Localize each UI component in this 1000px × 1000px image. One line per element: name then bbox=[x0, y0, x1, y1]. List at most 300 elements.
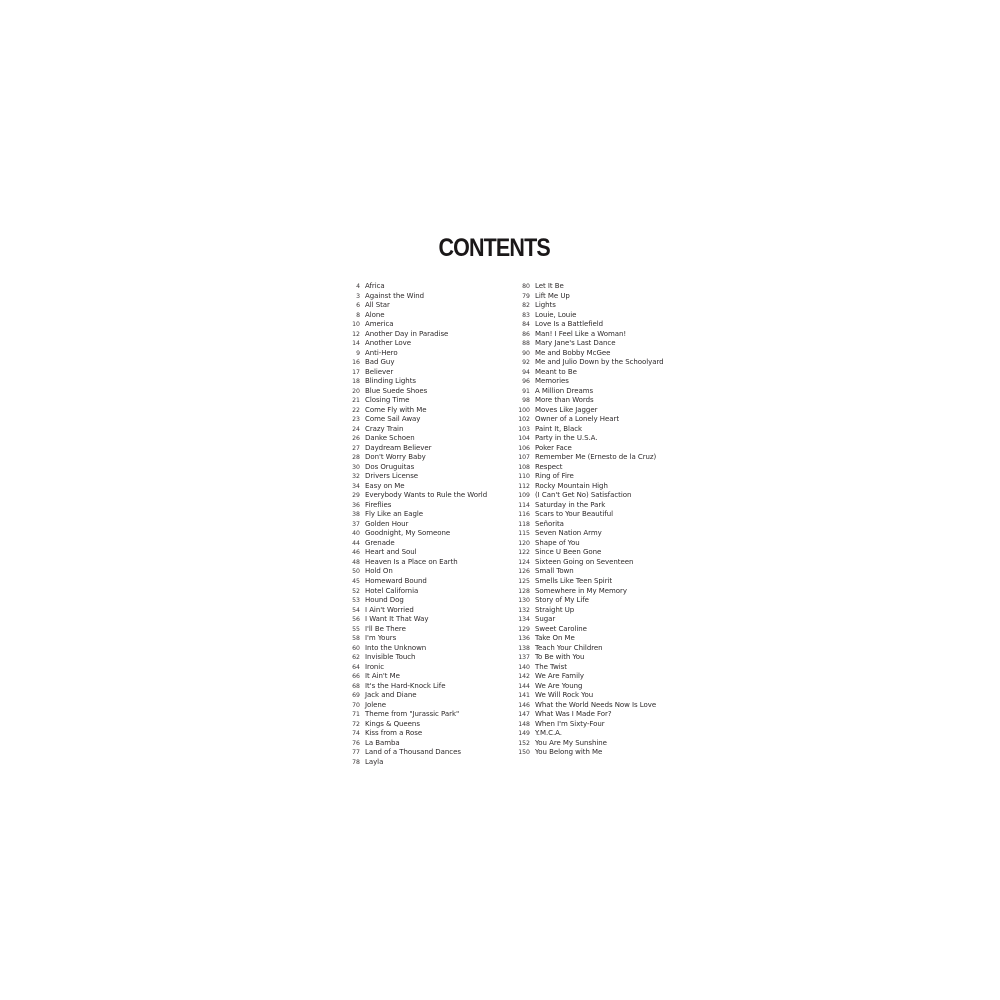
song-title: Theme from "Jurassic Park" bbox=[365, 710, 460, 719]
page-number: 148 bbox=[518, 720, 530, 728]
song-title: We Will Rock You bbox=[535, 691, 594, 700]
contents-entry bbox=[340, 368, 505, 378]
page-number: 38 bbox=[352, 511, 360, 519]
contents-entry bbox=[340, 482, 505, 492]
contents-entry bbox=[510, 320, 670, 330]
contents-entry bbox=[510, 520, 670, 530]
page-number: 70 bbox=[352, 701, 360, 709]
page-number: 88 bbox=[522, 340, 530, 348]
song-title: Scars to Your Beautiful bbox=[535, 510, 613, 519]
song-title: I Want It That Way bbox=[365, 615, 429, 624]
page-number: 92 bbox=[522, 359, 530, 367]
song-title: Me and Bobby McGee bbox=[535, 348, 611, 357]
page-number: 80 bbox=[522, 283, 530, 290]
song-title: Lights bbox=[535, 301, 556, 310]
contents-entry bbox=[340, 758, 505, 768]
contents-entry bbox=[510, 377, 670, 387]
page-number: 125 bbox=[518, 577, 530, 585]
page-number: 6 bbox=[356, 302, 360, 310]
contents-entry bbox=[510, 491, 670, 501]
song-title: Sweet Caroline bbox=[535, 624, 587, 633]
song-title: Sugar bbox=[535, 615, 556, 624]
contents-entry bbox=[510, 729, 670, 739]
song-title: Kiss from a Rose bbox=[365, 729, 423, 738]
song-title: America bbox=[365, 320, 394, 329]
page-number: 60 bbox=[352, 644, 360, 652]
contents-entry bbox=[340, 558, 505, 568]
page-number: 110 bbox=[518, 473, 530, 481]
contents-entry bbox=[510, 301, 670, 311]
contents-entry bbox=[340, 453, 505, 463]
contents-entry bbox=[340, 330, 505, 340]
song-title: Anti-Hero bbox=[365, 348, 398, 357]
page-number: 29 bbox=[352, 492, 360, 500]
contents-entry bbox=[510, 539, 670, 549]
contents-entry bbox=[340, 748, 505, 758]
song-title: Dos Oruguitas bbox=[365, 462, 415, 471]
song-title: Drivers License bbox=[365, 472, 419, 481]
song-title: (I Can't Get No) Satisfaction bbox=[535, 491, 632, 500]
song-title: Jolene bbox=[365, 700, 387, 709]
page-number: 28 bbox=[352, 454, 360, 462]
song-title: Easy on Me bbox=[365, 481, 405, 490]
contents-entry bbox=[340, 387, 505, 397]
contents-entry bbox=[340, 339, 505, 349]
contents-entry bbox=[340, 587, 505, 597]
contents-entry bbox=[510, 349, 670, 359]
contents-entry bbox=[510, 282, 670, 292]
contents-entry bbox=[510, 567, 670, 577]
contents-entry bbox=[340, 577, 505, 587]
song-title: Goodnight, My Someone bbox=[365, 529, 451, 538]
page-number: 69 bbox=[352, 692, 360, 700]
contents-entry bbox=[340, 501, 505, 511]
page-number: 120 bbox=[518, 539, 530, 547]
contents-entry bbox=[510, 406, 670, 416]
page-number: 78 bbox=[352, 758, 360, 766]
contents-entry bbox=[340, 710, 505, 720]
page-number: 64 bbox=[352, 663, 360, 671]
page-number: 149 bbox=[518, 730, 530, 738]
contents-entry bbox=[340, 606, 505, 616]
contents-entry bbox=[510, 682, 670, 692]
contents-entry bbox=[510, 434, 670, 444]
contents-entry bbox=[510, 358, 670, 368]
song-title: Let It Be bbox=[535, 282, 564, 290]
page-number: 9 bbox=[356, 349, 360, 357]
page-number: 52 bbox=[352, 587, 360, 595]
contents-entry bbox=[510, 720, 670, 730]
song-title: Against the Wind bbox=[365, 291, 425, 300]
page-number: 142 bbox=[518, 673, 530, 681]
song-title: Africa bbox=[365, 282, 385, 290]
song-title: Take On Me bbox=[535, 634, 575, 643]
song-title: I'll Be There bbox=[365, 624, 406, 633]
page-number: 44 bbox=[352, 539, 360, 547]
song-title: Memories bbox=[535, 377, 569, 386]
song-title: To Be with You bbox=[535, 653, 585, 662]
page-number: 16 bbox=[352, 359, 360, 367]
contents-column-right bbox=[510, 282, 670, 758]
song-title: Saturday in the Park bbox=[535, 500, 606, 509]
page-number: 50 bbox=[352, 568, 360, 576]
song-title: Somewhere in My Memory bbox=[535, 586, 627, 595]
page-number: 140 bbox=[518, 663, 530, 671]
song-title: Straight Up bbox=[535, 605, 575, 614]
page-number: 107 bbox=[518, 454, 530, 462]
contents-entry bbox=[510, 701, 670, 711]
song-title: You Are My Sunshine bbox=[535, 738, 607, 747]
song-title: Believer bbox=[365, 367, 394, 376]
contents-entry bbox=[510, 396, 670, 406]
contents-entry bbox=[510, 339, 670, 349]
song-title: Hold On bbox=[365, 567, 393, 576]
page-number: 27 bbox=[352, 444, 360, 452]
contents-entry bbox=[340, 539, 505, 549]
song-title: Party in the U.S.A. bbox=[535, 434, 598, 443]
page-number: 74 bbox=[352, 730, 360, 738]
page-number: 71 bbox=[352, 711, 360, 719]
contents-entry bbox=[510, 634, 670, 644]
song-title: Grenade bbox=[365, 538, 395, 547]
contents-entry bbox=[510, 672, 670, 682]
page-number: 34 bbox=[352, 482, 360, 490]
song-title: Alone bbox=[365, 310, 385, 319]
contents-entry bbox=[340, 472, 505, 482]
song-title: Shape of You bbox=[535, 538, 580, 547]
song-title: Remember Me (Ernesto de la Cruz) bbox=[535, 453, 657, 462]
song-title: Sixteen Going on Seventeen bbox=[535, 557, 634, 566]
page-number: 14 bbox=[352, 340, 360, 348]
page-number: 137 bbox=[518, 654, 530, 662]
song-title: Blinding Lights bbox=[365, 377, 416, 386]
page-number: 10 bbox=[352, 321, 360, 329]
song-title: Louie, Louie bbox=[535, 310, 577, 319]
contents-entry bbox=[340, 653, 505, 663]
song-title: Kings & Queens bbox=[365, 719, 420, 728]
contents-entry bbox=[510, 311, 670, 321]
page-number: 4 bbox=[356, 283, 360, 290]
page-number: 124 bbox=[518, 558, 530, 566]
page-number: 129 bbox=[518, 625, 530, 633]
song-title: Paint It, Black bbox=[535, 424, 582, 433]
page-number: 3 bbox=[356, 292, 360, 300]
contents-entry bbox=[340, 701, 505, 711]
contents-entry bbox=[340, 463, 505, 473]
page-number: 91 bbox=[522, 387, 530, 395]
song-title: Small Town bbox=[535, 567, 574, 576]
contents-entry bbox=[510, 368, 670, 378]
song-title: All Star bbox=[365, 301, 390, 310]
page-number: 55 bbox=[352, 625, 360, 633]
page-number: 126 bbox=[518, 568, 530, 576]
page-number: 26 bbox=[352, 435, 360, 443]
contents-entry bbox=[340, 529, 505, 539]
contents-entry bbox=[340, 682, 505, 692]
page-number: 109 bbox=[518, 492, 530, 500]
contents-entry bbox=[510, 606, 670, 616]
song-title: Ironic bbox=[365, 662, 385, 671]
song-title: Hound Dog bbox=[365, 596, 404, 605]
page-number: 82 bbox=[522, 302, 530, 310]
song-title: What the World Needs Now Is Love bbox=[535, 700, 657, 709]
contents-entry bbox=[340, 691, 505, 701]
contents-entry bbox=[510, 691, 670, 701]
contents-entry bbox=[510, 710, 670, 720]
song-title: I'm Yours bbox=[365, 634, 397, 643]
song-title: It Ain't Me bbox=[365, 672, 400, 681]
song-title: Ring of Fire bbox=[535, 472, 574, 481]
page-number: 36 bbox=[352, 501, 360, 509]
contents-entry bbox=[340, 396, 505, 406]
page-number: 86 bbox=[522, 330, 530, 338]
song-title: Love Is a Battlefield bbox=[535, 320, 604, 329]
song-title: Heart and Soul bbox=[365, 548, 417, 557]
page-number: 114 bbox=[518, 501, 530, 509]
page-number: 146 bbox=[518, 701, 530, 709]
page-number: 32 bbox=[352, 473, 360, 481]
contents-entry bbox=[510, 510, 670, 520]
contents-entry bbox=[340, 320, 505, 330]
page-number: 136 bbox=[518, 635, 530, 643]
contents-entry bbox=[510, 529, 670, 539]
song-title: Seven Nation Army bbox=[535, 529, 602, 538]
contents-entry bbox=[340, 739, 505, 749]
page-number: 116 bbox=[518, 511, 530, 519]
contents-entry bbox=[510, 625, 670, 635]
contents-entry bbox=[510, 739, 670, 749]
song-title: It's the Hard-Knock Life bbox=[365, 681, 446, 690]
page-number: 76 bbox=[352, 739, 360, 747]
page-number: 68 bbox=[352, 682, 360, 690]
page-number: 22 bbox=[352, 406, 360, 414]
song-title: Layla bbox=[365, 757, 384, 766]
song-title: Come Sail Away bbox=[365, 415, 421, 424]
page-number: 12 bbox=[352, 330, 360, 338]
page-number: 17 bbox=[352, 368, 360, 376]
page-number: 108 bbox=[518, 463, 530, 471]
song-title: Owner of a Lonely Heart bbox=[535, 415, 620, 424]
song-title: What Was I Made For? bbox=[535, 710, 612, 719]
contents-entry bbox=[510, 596, 670, 606]
song-title: Hotel California bbox=[365, 586, 419, 595]
contents-entry bbox=[510, 444, 670, 454]
page-title: CONTENTS bbox=[438, 234, 550, 262]
song-title: Smells Like Teen Spirit bbox=[535, 576, 613, 585]
contents-entry bbox=[340, 634, 505, 644]
song-title: Danke Schoen bbox=[365, 434, 415, 443]
contents-entry bbox=[340, 672, 505, 682]
song-title: Blue Suede Shoes bbox=[365, 386, 428, 395]
page-number: 102 bbox=[518, 416, 530, 424]
song-title: Land of a Thousand Dances bbox=[365, 748, 461, 757]
page-number: 90 bbox=[522, 349, 530, 357]
contents-entry bbox=[510, 330, 670, 340]
song-title: Jack and Diane bbox=[365, 691, 417, 700]
contents-entry bbox=[340, 548, 505, 558]
page-number: 18 bbox=[352, 378, 360, 386]
page-number: 141 bbox=[518, 692, 530, 700]
song-title: More than Words bbox=[535, 396, 594, 405]
song-title: Come Fly with Me bbox=[365, 405, 427, 414]
page-number: 8 bbox=[356, 311, 360, 319]
page-number: 56 bbox=[352, 616, 360, 624]
song-title: Me and Julio Down by the Schoolyard bbox=[535, 358, 664, 367]
contents-entry bbox=[340, 377, 505, 387]
contents-entry bbox=[340, 510, 505, 520]
song-title: Rocky Mountain High bbox=[535, 481, 608, 490]
page-number: 122 bbox=[518, 549, 530, 557]
contents-entry bbox=[340, 301, 505, 311]
page-number: 98 bbox=[522, 397, 530, 405]
contents-entry bbox=[340, 567, 505, 577]
contents-entry bbox=[510, 292, 670, 302]
song-title: Lift Me Up bbox=[535, 291, 570, 300]
song-title: La Bamba bbox=[365, 738, 400, 747]
contents-entry bbox=[510, 615, 670, 625]
page-number: 84 bbox=[522, 321, 530, 329]
song-title: Into the Unknown bbox=[365, 643, 427, 652]
contents-entry bbox=[510, 644, 670, 654]
song-title: We Are Young bbox=[535, 681, 583, 690]
contents-entry bbox=[510, 501, 670, 511]
song-title: Respect bbox=[535, 462, 563, 471]
contents-entry bbox=[340, 434, 505, 444]
song-title: Moves Like Jagger bbox=[535, 405, 598, 414]
page-number: 40 bbox=[352, 530, 360, 538]
song-title: Everybody Wants to Rule the World bbox=[365, 491, 488, 500]
song-title: When I'm Sixty-Four bbox=[535, 719, 605, 728]
page-number: 24 bbox=[352, 425, 360, 433]
song-title: A Million Dreams bbox=[535, 386, 594, 395]
page-number: 103 bbox=[518, 425, 530, 433]
contents-entry bbox=[510, 387, 670, 397]
page-number: 96 bbox=[522, 378, 530, 386]
contents-entry bbox=[510, 653, 670, 663]
contents-entry bbox=[510, 472, 670, 482]
contents-entry bbox=[340, 292, 505, 302]
contents-entry bbox=[510, 577, 670, 587]
page-number: 62 bbox=[352, 654, 360, 662]
page-number: 30 bbox=[352, 463, 360, 471]
contents-entry bbox=[510, 663, 670, 673]
page-number: 66 bbox=[352, 673, 360, 681]
contents-entry bbox=[340, 425, 505, 435]
song-title: Crazy Train bbox=[365, 424, 404, 433]
contents-column-left bbox=[340, 282, 505, 767]
page-number: 46 bbox=[352, 549, 360, 557]
page-number: 128 bbox=[518, 587, 530, 595]
song-title: Mary Jane's Last Dance bbox=[535, 339, 616, 348]
contents-entry bbox=[340, 729, 505, 739]
page-number: 150 bbox=[518, 749, 530, 757]
contents-entry bbox=[340, 625, 505, 635]
song-title: Another Day in Paradise bbox=[365, 329, 449, 338]
page-number: 37 bbox=[352, 520, 360, 528]
page-number: 58 bbox=[352, 635, 360, 643]
song-title: Y.M.C.A. bbox=[535, 729, 562, 738]
page-number: 94 bbox=[522, 368, 530, 376]
page-number: 130 bbox=[518, 597, 530, 605]
page-number: 77 bbox=[352, 749, 360, 757]
song-title: Meant to Be bbox=[535, 367, 577, 376]
song-title: Another Love bbox=[365, 339, 412, 348]
contents-entry bbox=[340, 491, 505, 501]
page-number: 45 bbox=[352, 577, 360, 585]
song-title: Fly Like an Eagle bbox=[365, 510, 424, 519]
song-title: Story of My Life bbox=[535, 596, 589, 605]
contents-entry bbox=[340, 415, 505, 425]
page-number: 83 bbox=[522, 311, 530, 319]
page-number: 100 bbox=[518, 406, 530, 414]
contents-entry bbox=[510, 453, 670, 463]
contents-entry bbox=[340, 444, 505, 454]
contents-entry bbox=[510, 482, 670, 492]
song-title: Man! I Feel Like a Woman! bbox=[535, 329, 627, 338]
page-number: 23 bbox=[352, 416, 360, 424]
song-title: You Belong with Me bbox=[535, 748, 603, 757]
song-title: Homeward Bound bbox=[365, 576, 427, 585]
contents-entry bbox=[510, 548, 670, 558]
contents-entry bbox=[510, 748, 670, 758]
contents-entry bbox=[510, 587, 670, 597]
page-number: 54 bbox=[352, 606, 360, 614]
song-title: Señorita bbox=[535, 519, 564, 528]
song-title: Closing Time bbox=[365, 396, 410, 405]
contents-entry bbox=[340, 311, 505, 321]
song-title: The Twist bbox=[535, 662, 567, 671]
contents-entry bbox=[510, 425, 670, 435]
contents-entry bbox=[340, 663, 505, 673]
contents-entry bbox=[340, 349, 505, 359]
song-title: We Are Family bbox=[535, 672, 584, 681]
contents-entry bbox=[340, 358, 505, 368]
page-number: 21 bbox=[352, 397, 360, 405]
page-number: 118 bbox=[518, 520, 530, 528]
contents-entry bbox=[340, 282, 505, 292]
contents-entry bbox=[340, 520, 505, 530]
contents-entry bbox=[340, 720, 505, 730]
contents-entry bbox=[510, 415, 670, 425]
song-title: Heaven Is a Place on Earth bbox=[365, 557, 458, 566]
page-number: 147 bbox=[518, 711, 530, 719]
contents-entry bbox=[340, 596, 505, 606]
song-title: Fireflies bbox=[365, 500, 392, 509]
page-number: 48 bbox=[352, 558, 360, 566]
song-title: Golden Hour bbox=[365, 519, 409, 528]
contents-entry bbox=[340, 615, 505, 625]
song-title: Since U Been Gone bbox=[535, 548, 602, 557]
page-number: 138 bbox=[518, 644, 530, 652]
song-title: Invisible Touch bbox=[365, 653, 416, 662]
page-number: 115 bbox=[518, 530, 530, 538]
contents-entry bbox=[340, 406, 505, 416]
song-title: Don't Worry Baby bbox=[365, 453, 426, 462]
song-title: I Ain't Worried bbox=[365, 605, 414, 614]
page-number: 134 bbox=[518, 616, 530, 624]
page-number: 144 bbox=[518, 682, 530, 690]
page-number: 106 bbox=[518, 444, 530, 452]
page-number: 79 bbox=[522, 292, 530, 300]
page-number: 72 bbox=[352, 720, 360, 728]
contents-entry bbox=[510, 558, 670, 568]
page-number: 53 bbox=[352, 597, 360, 605]
page-number: 104 bbox=[518, 435, 530, 443]
song-title: Bad Guy bbox=[365, 358, 395, 367]
page-number: 20 bbox=[352, 387, 360, 395]
song-title: Poker Face bbox=[535, 443, 572, 452]
page-number: 152 bbox=[518, 739, 530, 747]
